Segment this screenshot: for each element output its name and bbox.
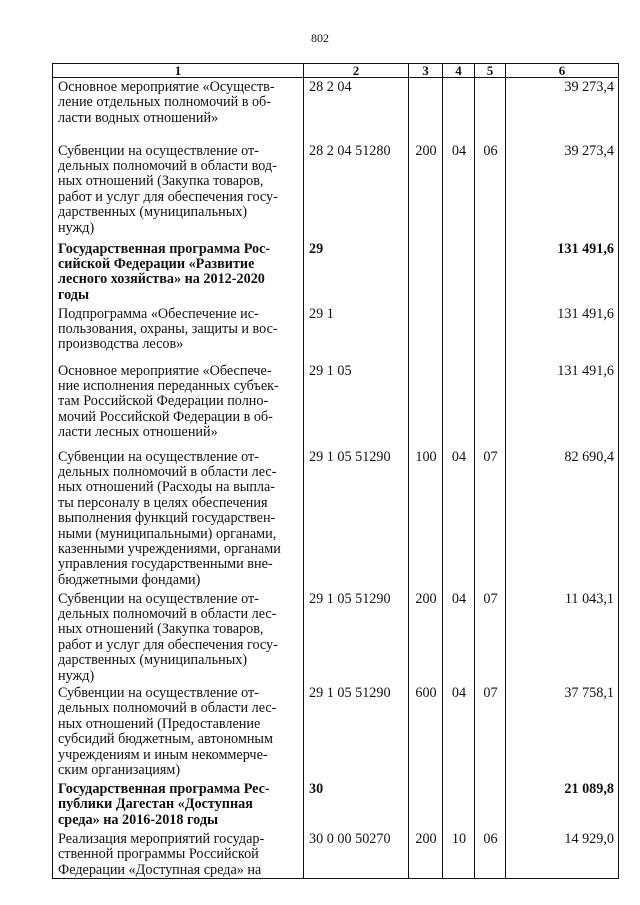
page-number: 802 bbox=[311, 31, 329, 45]
row-expense-type: 100 bbox=[409, 448, 443, 590]
row-section: 04 bbox=[443, 590, 475, 684]
row-subsection bbox=[475, 780, 506, 830]
row-section bbox=[443, 78, 475, 142]
row-expense-type bbox=[409, 305, 443, 362]
table-row bbox=[53, 305, 619, 362]
row-code: 29 bbox=[304, 240, 409, 305]
row-name: Подпрограмма «Обеспечение ис- пользования, охраны, защиты и вос- производства лесов» bbox=[53, 305, 304, 362]
table-row bbox=[53, 684, 619, 780]
column-header-4: 4 bbox=[443, 64, 475, 78]
row-subsection bbox=[475, 362, 506, 448]
column-header-1: 1 bbox=[53, 64, 304, 78]
row-section bbox=[443, 305, 475, 362]
row-amount: 39 273,4 bbox=[506, 78, 619, 142]
row-section: 04 bbox=[443, 684, 475, 780]
column-header-6: 6 bbox=[506, 64, 619, 78]
table-row bbox=[53, 590, 619, 684]
row-section bbox=[443, 780, 475, 830]
table-row bbox=[53, 780, 619, 830]
row-name: Основное мероприятие «Осуществ- ление отдельных полномочий в об- ласти водных отношений» bbox=[53, 78, 304, 142]
row-section bbox=[443, 240, 475, 305]
row-amount: 131 491,6 bbox=[506, 240, 619, 305]
row-name: Субвенции на осуществление от- дельных полномочий в области лес- ных отношений (Предоставление субсидий бюджетным, автономным учреждениям и иным некоммерче- ским организациям) bbox=[53, 684, 304, 780]
row-subsection bbox=[475, 305, 506, 362]
row-expense-type bbox=[409, 780, 443, 830]
row-subsection: 07 bbox=[475, 684, 506, 780]
row-amount: 37 758,1 bbox=[506, 684, 619, 780]
row-code: 29 1 05 51290 bbox=[304, 684, 409, 780]
row-subsection: 06 bbox=[475, 830, 506, 879]
row-name: Основное мероприятие «Обеспече- ние исполнения переданных субъек- там Российской Федерации полно- мочий Российской Федерации в об- ласти лесных отношений» bbox=[53, 362, 304, 448]
row-expense-type: 200 bbox=[409, 590, 443, 684]
row-section: 10 bbox=[443, 830, 475, 879]
row-expense-type bbox=[409, 78, 443, 142]
row-amount: 11 043,1 bbox=[506, 590, 619, 684]
row-name: Субвенции на осуществление от- дельных полномочий в области лес- ных отношений (Закупка товаров, работ и услуг для обеспечения госу- дарственных (муниципальных) нужд) bbox=[53, 590, 304, 684]
row-code: 29 1 05 bbox=[304, 362, 409, 448]
row-expense-type: 200 bbox=[409, 142, 443, 240]
table-header-row bbox=[53, 64, 619, 78]
table-row bbox=[53, 448, 619, 590]
row-name: Государственная программа Рес- публики Дагестан «Доступная среда» на 2016-2018 годы bbox=[53, 780, 304, 830]
row-expense-type: 600 bbox=[409, 684, 443, 780]
row-expense-type: 200 bbox=[409, 830, 443, 879]
row-code: 30 0 00 50270 bbox=[304, 830, 409, 879]
row-expense-type bbox=[409, 362, 443, 448]
table-row bbox=[53, 830, 619, 879]
row-name: Государственная программа Рос- сийской Федерации «Развитие лесного хозяйства» на 2012-2020 годы bbox=[53, 240, 304, 305]
row-subsection bbox=[475, 240, 506, 305]
row-code: 28 2 04 51280 bbox=[304, 142, 409, 240]
budget-table bbox=[52, 63, 619, 879]
row-amount: 21 089,8 bbox=[506, 780, 619, 830]
row-amount: 14 929,0 bbox=[506, 830, 619, 879]
row-subsection bbox=[475, 78, 506, 142]
row-amount: 39 273,4 bbox=[506, 142, 619, 240]
table-row bbox=[53, 362, 619, 448]
row-amount: 82 690,4 bbox=[506, 448, 619, 590]
row-code: 30 bbox=[304, 780, 409, 830]
table-row bbox=[53, 142, 619, 240]
row-subsection: 07 bbox=[475, 448, 506, 590]
row-code: 28 2 04 bbox=[304, 78, 409, 142]
column-header-5: 5 bbox=[475, 64, 506, 78]
row-amount: 131 491,6 bbox=[506, 305, 619, 362]
row-subsection: 06 bbox=[475, 142, 506, 240]
row-code: 29 1 bbox=[304, 305, 409, 362]
row-expense-type bbox=[409, 240, 443, 305]
row-section: 04 bbox=[443, 142, 475, 240]
row-name: Субвенции на осуществление от- дельных полномочий в области лес- ных отношений (Расходы на выпла- ты персоналу в целях обеспечения выполнения функций государствен- ными (муниципальными) органами, казенными учреждениями, органами управления государственными вне- бюджетными фондами) bbox=[53, 448, 304, 590]
row-code: 29 1 05 51290 bbox=[304, 590, 409, 684]
row-subsection: 07 bbox=[475, 590, 506, 684]
row-code: 29 1 05 51290 bbox=[304, 448, 409, 590]
column-header-2: 2 bbox=[304, 64, 409, 78]
row-name: Реализация мероприятий государ- ственной программы Российской Федерации «Доступная среда» на bbox=[53, 830, 304, 879]
row-section bbox=[443, 362, 475, 448]
row-section: 04 bbox=[443, 448, 475, 590]
table-row bbox=[53, 78, 619, 142]
column-header-3: 3 bbox=[409, 64, 443, 78]
row-name: Субвенции на осуществление от- дельных полномочий в области вод- ных отношений (Закупка товаров, работ и услуг для обеспечения госу- дарственных (муниципальных) нужд) bbox=[53, 142, 304, 240]
table-row bbox=[53, 240, 619, 305]
row-amount: 131 491,6 bbox=[506, 362, 619, 448]
